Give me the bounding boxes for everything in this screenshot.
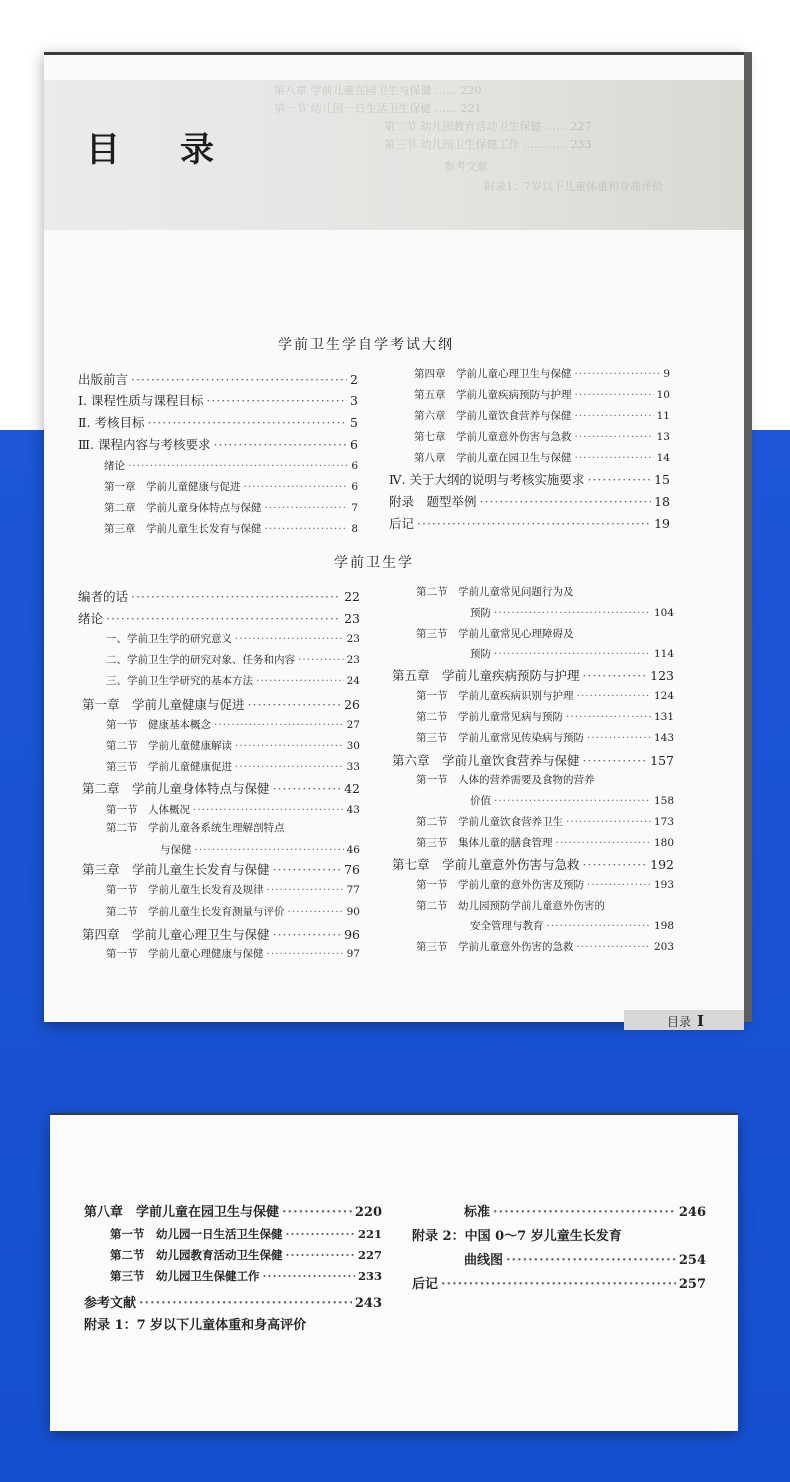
toc-entry-page: 131	[653, 711, 674, 723]
toc-entry-page: 6	[350, 437, 358, 452]
toc-entry	[416, 688, 674, 703]
toc-entry-page: 23	[344, 611, 360, 626]
bleed-through-text: 第八章 学前儿童在园卫生与保健 …… 220	[274, 84, 482, 97]
toc-entry	[84, 1314, 382, 1333]
bleed-through-text: 第一节 幼儿园一日生活卫生保健 …… 221	[274, 102, 482, 115]
leader-dots	[273, 781, 342, 796]
toc-entry-title: 第八章 学前儿童在园卫生与保健	[84, 1205, 280, 1220]
bleed-through-text: 第二节 幼儿园教育活动卫生保健 …… 227	[384, 120, 592, 133]
toc-entry-page: 158	[653, 795, 674, 807]
toc-entry-title: 第一节 健康基本概念	[106, 719, 211, 731]
toc-entry	[414, 450, 670, 465]
leader-dots	[235, 633, 344, 645]
toc-entry	[416, 814, 674, 829]
leader-dots	[267, 884, 344, 896]
toc-entry	[82, 925, 360, 943]
toc-entry-title: 第二节 学前儿童各系统生理解剖特点	[106, 822, 285, 834]
toc-entry-page: 24	[346, 675, 360, 687]
toc-entry-title: 绪论	[78, 611, 104, 626]
toc-entry	[78, 609, 360, 627]
toc-entry-title: 后记	[389, 516, 415, 531]
leader-dots	[575, 452, 654, 464]
leader-dots	[506, 1253, 676, 1268]
toc-entry-page: 3	[350, 393, 358, 408]
toc-entry-page: 9	[663, 368, 670, 380]
toc-entry	[470, 646, 674, 661]
toc-entry-title: 第二章 学前儿童身体特点与保健	[82, 781, 270, 796]
toc-entry-page: 90	[346, 906, 360, 918]
toc-entry	[470, 793, 674, 808]
leader-dots	[214, 437, 348, 452]
page-footer	[667, 1012, 704, 1030]
toc-entry-title: 二、学前卫生学的研究对象、任务和内容	[106, 654, 295, 666]
page-title: 目录	[86, 130, 274, 170]
toc-entry-title: 第二节 学前儿童常见病与预防	[416, 711, 563, 723]
leader-dots	[587, 879, 651, 891]
toc-entry-page: 246	[678, 1205, 706, 1220]
toc-entry	[389, 470, 670, 488]
toc-entry-title: 第四章 学前儿童心理卫生与保健	[414, 368, 572, 380]
toc-entry-page: 18	[654, 494, 670, 509]
toc-entry-title: 第二节 学前儿童生长发育测量与评价	[106, 906, 285, 918]
toc-entry-title: 第二节 幼儿园教育活动卫生保健	[110, 1248, 283, 1262]
toc-entry-title: 第七章 学前儿童意外伤害与急救	[414, 431, 572, 443]
toc-entry	[106, 820, 360, 835]
toc-entry-page: 203	[653, 941, 674, 953]
toc-entry-title: 绪论	[104, 460, 125, 472]
toc-entry-title: 第三节 学前儿童常见传染病与预防	[416, 732, 584, 744]
toc-entry-title: 附录 1：7 岁以下儿童体重和身高评价	[84, 1318, 307, 1333]
toc-entry-page: 22	[344, 589, 360, 604]
toc-page-1	[44, 52, 744, 1030]
toc-entry-page: 42	[344, 781, 360, 796]
toc-entry-page: 257	[678, 1277, 706, 1292]
toc-entry-title: 三、学前卫生学研究的基本方法	[106, 675, 253, 687]
toc-entry-title: 第六章 学前儿童饮食营养与保健	[414, 410, 572, 422]
toc-entry-title: 后记	[412, 1277, 439, 1292]
toc-entry	[82, 779, 360, 797]
leader-dots	[547, 920, 651, 932]
toc-entry-title: 第一章 学前儿童健康与促进	[104, 481, 241, 493]
toc-entry-title: 第三节 学前儿童意外伤害的急救	[416, 941, 574, 953]
toc-entry-title: 第三章 学前儿童生长发育与保健	[82, 862, 270, 877]
toc-entry-page: 198	[653, 920, 674, 932]
toc-entry-page: 97	[346, 948, 360, 960]
toc-entry	[106, 738, 360, 753]
leader-dots	[131, 589, 341, 604]
toc-entry-page: 227	[357, 1248, 382, 1262]
toc-entry-page: 157	[650, 753, 674, 768]
toc-entry-page: 23	[346, 633, 360, 645]
leader-dots	[286, 1227, 355, 1241]
leader-dots	[556, 837, 651, 849]
toc-entry	[78, 587, 360, 605]
leader-dots	[441, 1277, 676, 1292]
leader-dots	[273, 862, 342, 877]
toc-entry	[82, 695, 360, 713]
toc-entry-page: 2	[350, 372, 358, 387]
toc-entry-page: 114	[653, 648, 674, 660]
toc-entry	[106, 759, 360, 774]
toc-entry-page: 123	[650, 668, 674, 683]
toc-entry-title: 参考文献	[84, 1296, 137, 1311]
toc-page-2	[50, 1113, 738, 1431]
toc-entry	[416, 939, 674, 954]
leader-dots	[566, 711, 651, 723]
toc-entry-title: Ⅱ. 考核目标	[78, 415, 145, 430]
toc-entry	[106, 652, 360, 667]
toc-entry-title: Ⅳ. 关于大纲的说明与考核实施要求	[389, 472, 585, 487]
toc-entry	[389, 514, 670, 532]
toc-entry-page: 43	[346, 804, 360, 816]
toc-entry-title: 第一节 学前儿童生长发育及规律	[106, 884, 264, 896]
toc-entry-page: 6	[351, 460, 358, 472]
toc-entry	[82, 860, 360, 878]
toc-entry	[392, 666, 674, 684]
toc-entry-title: 第二节 学前儿童饮食营养卫生	[416, 816, 563, 828]
toc-entry	[110, 1247, 382, 1263]
toc-entry-page: 5	[350, 415, 358, 430]
toc-entry-page: 33	[346, 761, 360, 773]
toc-entry-title: 第三节 学前儿童健康促进	[106, 761, 232, 773]
toc-entry-page: 6	[351, 481, 358, 493]
toc-entry-title: 与保健	[160, 844, 192, 856]
leader-dots	[587, 732, 651, 744]
leader-dots	[288, 906, 344, 918]
leader-dots	[494, 648, 651, 660]
toc-entry	[78, 435, 358, 453]
toc-entry-title: 第五章 学前儿童疾病预防与护理	[414, 389, 572, 401]
leader-dots	[577, 941, 651, 953]
toc-entry-title: 曲线图	[464, 1253, 504, 1268]
toc-entry-page: 77	[346, 884, 360, 896]
toc-entry-title: 安全管理与教育	[470, 920, 544, 932]
toc-entry-title: 第五章 学前儿童疾病预防与护理	[392, 668, 580, 683]
toc-entry-title: 预防	[470, 648, 491, 660]
leader-dots	[128, 460, 348, 472]
toc-entry-title: 第一节 学前儿童心理健康与保健	[106, 948, 264, 960]
toc-entry	[416, 772, 674, 787]
toc-entry-page: 76	[344, 862, 360, 877]
toc-entry-page: 104	[653, 607, 674, 619]
leader-dots	[244, 481, 349, 493]
leader-dots	[493, 1205, 676, 1220]
leader-dots	[263, 1269, 355, 1283]
toc-entry-page: 143	[653, 732, 674, 744]
leader-dots	[286, 1248, 355, 1262]
toc-entry-title: Ⅲ. 课程内容与考核要求	[78, 437, 211, 452]
toc-entry	[464, 1249, 706, 1268]
toc-entry	[389, 492, 670, 510]
bleed-through-text: 参考文献	[444, 160, 488, 173]
toc-entry-title: 第三节 幼儿园卫生保健工作	[110, 1269, 260, 1283]
toc-entry	[104, 500, 358, 515]
leader-dots	[583, 668, 648, 683]
toc-entry	[416, 584, 674, 599]
leader-dots	[575, 431, 654, 443]
leader-dots	[256, 675, 344, 687]
toc-entry	[84, 1201, 382, 1220]
toc-entry	[110, 1268, 382, 1284]
leader-dots	[566, 816, 651, 828]
toc-entry-title: 一、学前卫生学的研究意义	[106, 633, 232, 645]
leader-dots	[577, 690, 651, 702]
toc-entry	[414, 366, 670, 381]
toc-entry	[106, 717, 360, 732]
leader-dots	[193, 804, 344, 816]
toc-entry	[106, 802, 360, 817]
toc-entry	[470, 605, 674, 620]
footer-page-number: I	[696, 1012, 704, 1030]
toc-entry-title: Ⅰ. 课程性质与课程目标	[78, 393, 204, 408]
toc-entry	[110, 1226, 382, 1242]
leader-dots	[273, 927, 342, 942]
leader-dots	[417, 516, 651, 531]
toc-entry	[104, 479, 358, 494]
toc-entry-page: 233	[357, 1269, 382, 1283]
leader-dots	[480, 494, 652, 509]
toc-entry-page: 27	[346, 719, 360, 731]
toc-entry-page: 10	[656, 389, 670, 401]
toc-entry-page: 19	[654, 516, 670, 531]
toc-entry-page: 220	[354, 1205, 382, 1220]
leader-dots	[106, 611, 341, 626]
toc-entry	[78, 413, 358, 431]
toc-entry-page: 192	[650, 857, 674, 872]
toc-entry-title: 第八章 学前儿童在园卫生与保健	[414, 452, 572, 464]
leader-dots	[147, 415, 347, 430]
toc-entry	[414, 429, 670, 444]
leader-dots	[583, 753, 648, 768]
toc-entry	[416, 709, 674, 724]
toc-entry-title: 第一章 学前儿童健康与促进	[82, 697, 245, 712]
toc-entry-title: 第三节 学前儿童常见心理障碍及	[416, 628, 574, 640]
toc-entry-title: 第二节 幼儿园预防学前儿童意外伤害的	[416, 900, 605, 912]
toc-entry	[104, 458, 358, 473]
toc-entry	[392, 751, 674, 769]
toc-entry-title: 出版前言	[78, 372, 129, 387]
leader-dots	[575, 410, 654, 422]
toc-entry-title: 第三章 学前儿童生长发育与保健	[104, 523, 262, 535]
toc-entry	[106, 946, 360, 961]
toc-entry-page: 180	[653, 837, 674, 849]
leader-dots	[575, 389, 654, 401]
toc-entry	[470, 918, 674, 933]
toc-entry	[414, 408, 670, 423]
leader-dots	[131, 372, 347, 387]
leader-dots	[265, 523, 349, 535]
toc-entry	[414, 387, 670, 402]
toc-entry-page: 254	[678, 1253, 706, 1268]
toc-entry-page: 13	[656, 431, 670, 443]
toc-entry	[106, 882, 360, 897]
leader-dots	[214, 719, 344, 731]
toc-entry-title: 预防	[470, 607, 491, 619]
toc-entry	[106, 904, 360, 919]
toc-entry	[106, 631, 360, 646]
leader-dots	[575, 368, 661, 380]
leader-dots	[494, 795, 651, 807]
toc-entry-title: 第七章 学前儿童意外伤害与急救	[392, 857, 580, 872]
toc-entry-page: 96	[344, 927, 360, 942]
toc-entry-title: 第一节 学前儿童的意外伤害及预防	[416, 879, 584, 891]
page-top-border	[50, 1113, 738, 1115]
toc-entry-page: 221	[357, 1227, 382, 1241]
section-title-textbook: 学前卫生学	[334, 555, 414, 571]
toc-entry-page: 193	[653, 879, 674, 891]
toc-entry	[416, 877, 674, 892]
toc-entry	[416, 898, 674, 913]
toc-entry	[160, 842, 360, 857]
toc-entry	[464, 1201, 706, 1220]
toc-entry-page: 30	[346, 740, 360, 752]
page-edge	[744, 52, 752, 1022]
footer-label: 目录	[666, 1015, 691, 1029]
leader-dots	[139, 1296, 352, 1311]
toc-entry	[412, 1225, 706, 1244]
toc-entry-title: 第四章 学前儿童心理卫生与保健	[82, 927, 270, 942]
toc-entry-page: 8	[351, 523, 358, 535]
toc-entry-page: 7	[351, 502, 358, 514]
toc-entry-page: 124	[653, 690, 674, 702]
leader-dots	[206, 393, 347, 408]
leader-dots	[235, 740, 344, 752]
toc-entry-page: 11	[656, 410, 670, 422]
toc-entry	[84, 1292, 382, 1311]
toc-entry-title: 第一节 学前儿童疾病识别与护理	[416, 690, 574, 702]
bleed-through-text: 第三节 幼儿园卫生保健工作 ………… 233	[384, 138, 592, 151]
toc-entry	[78, 370, 358, 388]
toc-entry	[412, 1273, 706, 1292]
leader-dots	[195, 844, 344, 856]
toc-entry	[392, 855, 674, 873]
toc-entry-page: 46	[346, 844, 360, 856]
toc-entry-page: 23	[346, 654, 360, 666]
toc-entry-title: 价值	[470, 795, 491, 807]
toc-entry-title: 第一节 人体概况	[106, 804, 190, 816]
toc-entry	[106, 673, 360, 688]
leader-dots	[265, 502, 349, 514]
bleed-through-text: 附录1：7岁以下儿童体重和身高评价	[484, 180, 663, 193]
toc-entry-title: 附录 2：中国 0～7 岁儿童生长发育	[412, 1229, 622, 1244]
toc-entry-page: 243	[354, 1296, 382, 1311]
toc-entry-title: 第二章 学前儿童身体特点与保健	[104, 502, 262, 514]
toc-entry-page: 15	[654, 472, 670, 487]
toc-entry	[78, 391, 358, 409]
page-top-border	[44, 52, 744, 55]
toc-entry	[104, 521, 358, 536]
toc-entry-title: 编者的话	[78, 589, 129, 604]
toc-entry	[416, 835, 674, 850]
toc-entry-title: 第一节 人体的营养需要及食物的营养	[416, 774, 595, 786]
leader-dots	[282, 1205, 352, 1220]
toc-entry-title: 第二节 学前儿童常见问题行为及	[416, 586, 574, 598]
leader-dots	[494, 607, 651, 619]
leader-dots	[587, 472, 651, 487]
toc-entry-page: 26	[344, 697, 360, 712]
toc-entry-title: 第六章 学前儿童饮食营养与保健	[392, 753, 580, 768]
section-title-syllabus: 学前卫生学自学考试大纲	[278, 337, 454, 353]
toc-entry-title: 第一节 幼儿园一日生活卫生保健	[110, 1227, 283, 1241]
toc-entry	[416, 730, 674, 745]
toc-entry-title: 第二节 学前儿童健康解读	[106, 740, 232, 752]
toc-entry-title: 附录 题型举例	[389, 494, 477, 509]
toc-entry-title: 第三节 集体儿童的膳食管理	[416, 837, 553, 849]
leader-dots	[267, 948, 344, 960]
leader-dots	[583, 857, 648, 872]
toc-entry-title: 标准	[464, 1205, 491, 1220]
toc-entry-page: 173	[653, 816, 674, 828]
leader-dots	[248, 697, 342, 712]
toc-entry	[416, 626, 674, 641]
toc-entry-page: 14	[656, 452, 670, 464]
leader-dots	[298, 654, 344, 666]
leader-dots	[235, 761, 344, 773]
